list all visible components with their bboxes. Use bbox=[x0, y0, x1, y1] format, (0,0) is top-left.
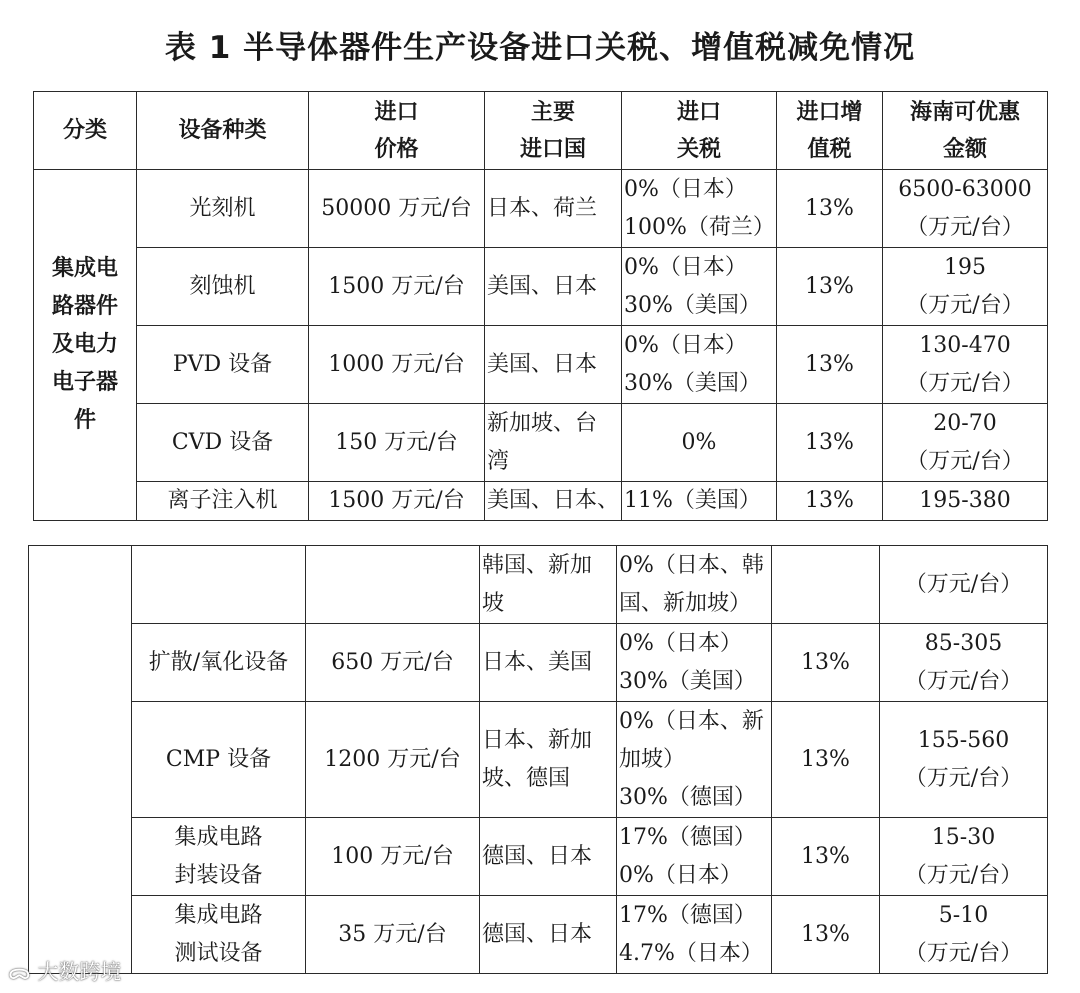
saving-cell: 130-470 （万元/台） bbox=[883, 326, 1048, 404]
tariff-cell: 17%（德国） 4.7%（日本） bbox=[617, 896, 772, 974]
price-cell: 1000 万元/台 bbox=[309, 326, 485, 404]
vat-cell: 13% bbox=[777, 170, 883, 248]
tariff-cell: 0%（日本） 30%（美国） bbox=[617, 624, 772, 702]
table-row bbox=[34, 482, 1048, 521]
device-cell: 光刻机 bbox=[137, 170, 309, 248]
device-cell: 集成电路 封装设备 bbox=[132, 818, 306, 896]
countries-cell: 美国、日本、 bbox=[485, 482, 622, 521]
header-tariff: 进口 关税 bbox=[622, 92, 777, 170]
header-device: 设备种类 bbox=[137, 92, 309, 170]
device-cell: CVD 设备 bbox=[137, 404, 309, 482]
table-row bbox=[34, 404, 1048, 482]
countries-cell: 日本、美国 bbox=[480, 624, 617, 702]
saving-cell: 85-305 （万元/台） bbox=[880, 624, 1048, 702]
countries-cell: 韩国、新加 坡 bbox=[480, 546, 617, 624]
device-cell: 离子注入机 bbox=[137, 482, 309, 521]
countries-cell: 新加坡、台 湾 bbox=[485, 404, 622, 482]
saving-cell: 155-560 （万元/台） bbox=[880, 702, 1048, 818]
price-cell: 150 万元/台 bbox=[309, 404, 485, 482]
vat-cell: 13% bbox=[772, 896, 880, 974]
header-category: 分类 bbox=[34, 92, 137, 170]
price-cell: 650 万元/台 bbox=[306, 624, 480, 702]
vat-cell: 13% bbox=[772, 818, 880, 896]
table-row bbox=[34, 248, 1048, 326]
saving-cell: 5-10 （万元/台） bbox=[880, 896, 1048, 974]
countries-cell: 德国、日本 bbox=[480, 818, 617, 896]
device-cell: 刻蚀机 bbox=[137, 248, 309, 326]
tariff-cell: 0%（日本） 30%（美国） bbox=[622, 248, 777, 326]
tariff-cell: 0%（日本、韩 国、新加坡） bbox=[617, 546, 772, 624]
table-row bbox=[29, 546, 1048, 624]
tax-table-part1 bbox=[33, 91, 1048, 521]
tariff-cell: 11%（美国） bbox=[622, 482, 777, 521]
device-cell: 集成电路 测试设备 bbox=[132, 896, 306, 974]
countries-cell: 德国、日本 bbox=[480, 896, 617, 974]
device-cell: CMP 设备 bbox=[132, 702, 306, 818]
header-countries: 主要 进口国 bbox=[485, 92, 622, 170]
table-row bbox=[29, 624, 1048, 702]
vat-cell: 13% bbox=[777, 482, 883, 521]
tariff-cell: 0%（日本） 100%（荷兰） bbox=[622, 170, 777, 248]
countries-cell: 日本、新加 坡、德国 bbox=[480, 702, 617, 818]
watermark-logo-icon: ᯅ bbox=[8, 960, 31, 984]
vat-cell: 13% bbox=[777, 248, 883, 326]
device-cell bbox=[132, 546, 306, 624]
saving-cell: 20-70 （万元/台） bbox=[883, 404, 1048, 482]
price-cell: 1500 万元/台 bbox=[309, 248, 485, 326]
header-saving: 海南可优惠 金额 bbox=[883, 92, 1048, 170]
category-cell: 集成电 路器件 及电力 电子器 件 bbox=[34, 170, 137, 521]
table-title: 表 1 半导体器件生产设备进口关税、增值税减免情况 bbox=[164, 30, 916, 66]
table-row bbox=[29, 818, 1048, 896]
device-cell: 扩散/氧化设备 bbox=[132, 624, 306, 702]
price-cell: 100 万元/台 bbox=[306, 818, 480, 896]
vat-cell: 13% bbox=[777, 326, 883, 404]
table-row bbox=[34, 170, 1048, 248]
watermark: ᯅ 大数跨境 bbox=[8, 960, 122, 984]
saving-cell: （万元/台） bbox=[880, 546, 1048, 624]
price-cell: 35 万元/台 bbox=[306, 896, 480, 974]
saving-cell: 195-380 bbox=[883, 482, 1048, 521]
header-vat: 进口增 值税 bbox=[777, 92, 883, 170]
category-cell-empty bbox=[29, 546, 132, 974]
tax-table-part2 bbox=[28, 545, 1048, 974]
price-cell bbox=[306, 546, 480, 624]
tariff-cell: 0%（日本、新 加坡） 30%（德国） bbox=[617, 702, 772, 818]
countries-cell: 美国、日本 bbox=[485, 248, 622, 326]
price-cell: 50000 万元/台 bbox=[309, 170, 485, 248]
price-cell: 1500 万元/台 bbox=[309, 482, 485, 521]
vat-cell: 13% bbox=[777, 404, 883, 482]
saving-cell: 6500-63000 （万元/台） bbox=[883, 170, 1048, 248]
vat-cell: 13% bbox=[772, 624, 880, 702]
tariff-cell: 17%（德国） 0%（日本） bbox=[617, 818, 772, 896]
header-price: 进口 价格 bbox=[309, 92, 485, 170]
table-row bbox=[29, 896, 1048, 974]
saving-cell: 195 （万元/台） bbox=[883, 248, 1048, 326]
countries-cell: 日本、荷兰 bbox=[485, 170, 622, 248]
price-cell: 1200 万元/台 bbox=[306, 702, 480, 818]
tariff-cell: 0% bbox=[622, 404, 777, 482]
vat-cell: 13% bbox=[772, 702, 880, 818]
saving-cell: 15-30 （万元/台） bbox=[880, 818, 1048, 896]
countries-cell: 美国、日本 bbox=[485, 326, 622, 404]
table-row bbox=[34, 326, 1048, 404]
vat-cell bbox=[772, 546, 880, 624]
device-cell: PVD 设备 bbox=[137, 326, 309, 404]
tariff-cell: 0%（日本） 30%（美国） bbox=[622, 326, 777, 404]
header-row bbox=[34, 92, 1048, 170]
table-row bbox=[29, 702, 1048, 818]
